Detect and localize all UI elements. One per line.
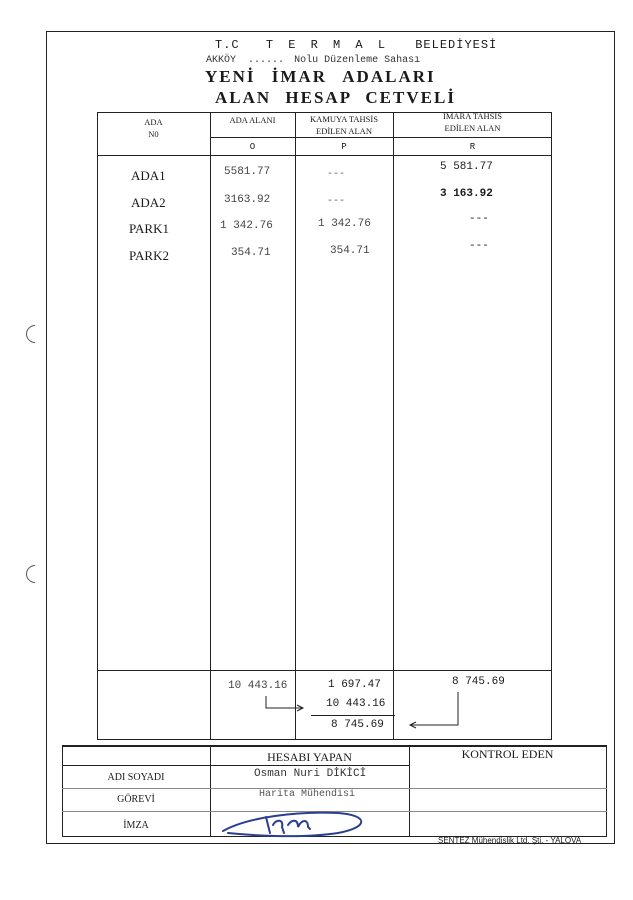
label-gorevi: GÖREVİ <box>117 794 155 805</box>
total-kamuya: 1 697.47 <box>328 679 381 691</box>
kontrol-eden-heading: KONTROL EDEN <box>461 747 554 761</box>
col-header-kamuya-line2: EDİLEN ALAN <box>316 126 372 136</box>
title-line-2: ALAN HESAP CETVELİ <box>215 88 456 107</box>
row-4-alan: 354.71 <box>231 247 271 259</box>
header-tc: T.C <box>215 38 240 52</box>
title-line-1: YENİ İMAR ADALARI <box>205 67 436 86</box>
row-2-kamuya: --- <box>327 196 346 207</box>
preparer-role: Harita Mühendisi <box>259 789 356 800</box>
col-header-ada-alani-line1: ADA ALANI <box>229 115 276 125</box>
col-letter-p: P <box>341 142 347 152</box>
col-header-ada <box>97 116 210 140</box>
row-4-imara: --- <box>469 240 489 252</box>
total-alan: 10 443.16 <box>228 680 288 692</box>
col-header-ada-line1: ADA <box>144 117 163 127</box>
col-header-imara <box>393 110 552 134</box>
row-1-kamuya: --- <box>327 169 346 180</box>
col-header-ada-alani <box>210 114 295 126</box>
row-3-kamuya: 1 342.76 <box>318 218 371 230</box>
totals-divider <box>97 670 552 671</box>
row-3-alan: 1 342.76 <box>220 220 273 232</box>
col-header-imara-line2: EDİLEN ALAN <box>444 123 501 133</box>
header-dots: ...... <box>248 55 285 66</box>
company-credit: SENTEZ Mühendislik Ltd. Şti. - YALOVA <box>438 836 582 845</box>
header-line-2 <box>206 55 420 66</box>
header-municipality: BELEDİYESİ <box>415 38 498 52</box>
hesabi-yapan-heading: HESABI YAPAN <box>267 750 352 764</box>
row-1-alan: 5581.77 <box>224 166 271 178</box>
label-adi-soyadi: ADI SOYADI <box>107 772 165 783</box>
label-imza: İMZA <box>123 820 149 831</box>
punch-hole-bottom <box>22 561 47 586</box>
col-header-imara-line1: İMARA TAHSİS <box>443 111 502 121</box>
sum-underline <box>311 715 395 716</box>
signature <box>218 805 378 839</box>
total-kamuya-diff: 8 745.69 <box>331 719 384 731</box>
col-divider-1 <box>210 112 211 740</box>
col-header-kamuya-line1: KAMUYA TAHSİS <box>310 114 378 124</box>
footer-header-line <box>62 765 410 766</box>
col-header-kamuya <box>295 113 393 137</box>
row-2-alan: 3163.92 <box>224 194 271 206</box>
col-divider-3 <box>393 112 394 740</box>
punch-hole-top <box>22 321 47 346</box>
row-2-imara: 3 163.92 <box>440 188 493 200</box>
header-divider <box>97 155 552 156</box>
total-kamuya-sum: 10 443.16 <box>326 698 386 710</box>
footer-right-border <box>606 745 607 837</box>
header-line-1 <box>215 38 497 52</box>
row-1-ada: ADA1 <box>131 168 166 183</box>
preparer-name: Osman Nuri DİKİCİ <box>254 768 367 780</box>
header-town: T E R M A L <box>265 38 390 52</box>
header-divider-letters <box>210 137 552 138</box>
col-letter-r: R <box>469 142 476 152</box>
total-imara: 8 745.69 <box>452 676 505 688</box>
row-1-imara: 5 581.77 <box>440 161 493 173</box>
row-3-ada: PARK1 <box>129 221 169 236</box>
header-area: Nolu Düzenleme Sahası <box>294 55 421 66</box>
row-2-ada: ADA2 <box>131 195 166 210</box>
row-3-imara: --- <box>469 213 489 225</box>
col-letter-o: O <box>249 142 256 152</box>
col-divider-2 <box>295 112 296 740</box>
row-4-ada: PARK2 <box>129 248 169 263</box>
col-header-ada-line2: N0 <box>148 129 159 139</box>
header-place: AKKÖY <box>206 55 237 66</box>
row-4-kamuya: 354.71 <box>330 245 370 257</box>
